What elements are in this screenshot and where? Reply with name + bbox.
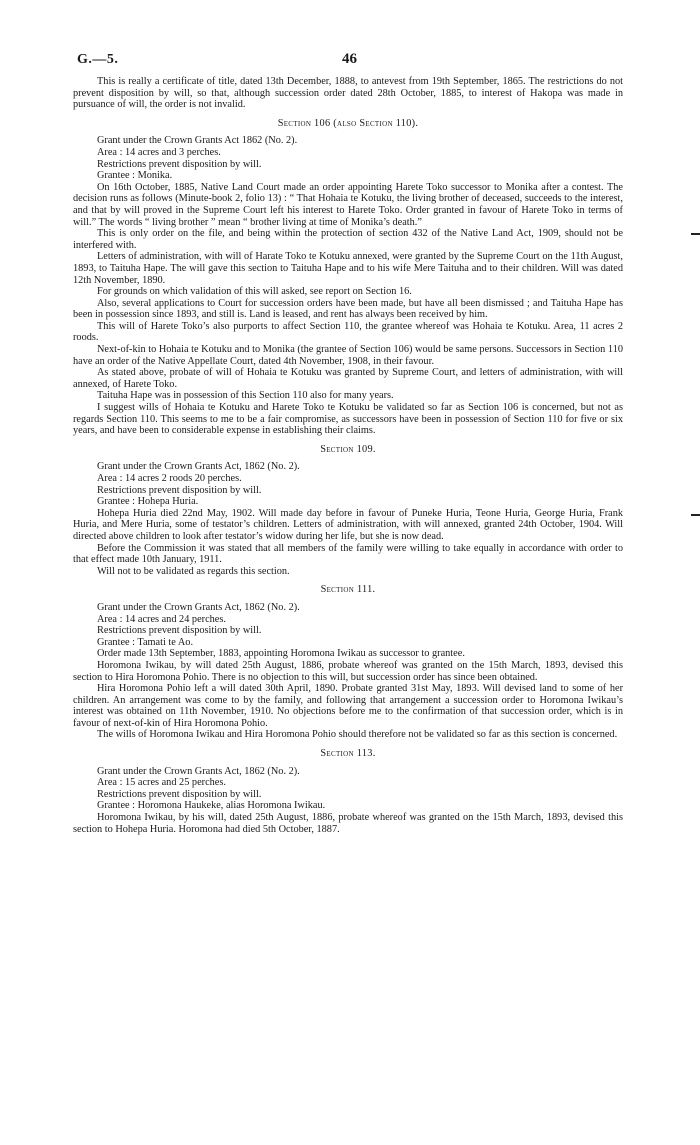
paragraph: This is really a certificate of title, dated 13th December, 1888, to antevest from 19th September, 1865. The restrictions do not prevent disposition by will, so that, although succession order dated 28th October, 1885, to interest of Hakopa was made in pursuance of will, the order is not invalid. <box>73 76 623 111</box>
paragraph: Taituha Hape was in possession of this Section 110 also for many years. <box>97 390 394 402</box>
particulars-line: Grant under the Crown Grants Act, 1862 (No. 2). <box>97 461 300 473</box>
paragraph: Will not to be validated as regards this section. <box>97 565 290 577</box>
paragraph: Next-of-kin to Hohaia te Kotuku and to Monika (the grantee of Section 106) would be same persons. Successors in Section 110 have an order of the Native Appellate Court, dated 4th November, 1908, in their favour. <box>73 344 623 367</box>
paragraph: Letters of administration, with will of Harate Toko te Kotuku annexed, were granted by the Supreme Court on the 11th August, 1893, to Taituha Hape. The will gave this section to Taituha Hape and to his wife Mere Taituha and to their children. Will was dated 12th November, 1890. <box>73 251 623 286</box>
paragraph: Hohepa Huria died 22nd May, 1902. Will made day before in favour of Puneke Huria, Teone Huria, George Huria, Frank Huria, and Mere Huria, some of testator’s children. Letters of administration, with will annexed, granted 24th October, 1904. Will directed above children to look after testator’s widow during her life, but she is now dead. <box>73 507 623 542</box>
page-number: 46 <box>342 51 357 67</box>
paragraph: The wills of Horomona Iwikau and Hira Horomona Pohio should therefore not be validated so far as this section is concerned. <box>97 729 618 741</box>
particulars-line: Grantee : Horomona Haukeke, alias Horomona Iwikau. <box>97 800 326 812</box>
section-heading: Section 109. <box>320 443 376 455</box>
section-heading: Section 113. <box>320 748 376 760</box>
paragraph: On 16th October, 1885, Native Land Court made an order appointing Harete Toko successor to Monika after a contest. The decision runs as follows (Minute-book 2, folio 13) : “ That Hohaia te Kotuku, the living brother of deceased, succeeds to the interest, and that by will proved in the Supreme Court left his interest to Harete Toko. Order granted in favour of Harete Toko in terms of will.” The words “ living brother ” mean “ brother living at time of Monika’s death.” <box>73 181 623 228</box>
paragraph: This will of Harete Toko’s also purports to affect Section 110, the grantee whereof was Hohaia te Kotuku. Area, 11 acres 2 roods. <box>73 320 623 344</box>
particulars-line: Restrictions prevent disposition by will. <box>97 158 262 170</box>
particulars-line: Restrictions prevent disposition by will. <box>97 788 262 800</box>
document-reference: G.—5. <box>77 52 119 67</box>
section-heading: Section 111. <box>320 584 376 596</box>
particulars-line: Area : 14 acres and 3 perches. <box>97 146 221 158</box>
paragraph: For grounds on which validation of this will asked, see report on Section 16. <box>97 286 412 298</box>
paragraph: This is only order on the file, and being within the protection of section 432 of the Native Land Act, 1909, should not be interfered with. <box>73 228 623 251</box>
particulars-line: Grantee : Tamati te Ao. <box>97 636 194 648</box>
particulars-line: Grant under the Crown Grants Act, 1862 (No. 2). <box>97 601 300 613</box>
particulars-line: Grantee : Hohepa Huria. <box>97 496 199 508</box>
particulars-line: Grantee : Monika. <box>97 170 173 182</box>
paragraph: Hira Horomona Pohio left a will dated 30th April, 1890. Probate granted 31st May, 1893. Will devised land to some of her children. An arrangement was come to by the family, and following that arrangement a succession order to Horomona Iwikau’s interest was obtained on 11th November, 1910. No objections before me to the confirmation of that succession order, which is in favour of next-of-kin of Hira Horomona Pohio. <box>73 683 623 729</box>
margin-mark <box>691 233 700 235</box>
paragraph: Horomona Iwikau, by his will, dated 25th August, 1886, probate whereof was granted on the 15th March, 1893, devised this section to Hohepa Huria. Horomona had died 5th October, 1887. <box>73 812 623 835</box>
particulars-line: Area : 14 acres and 24 perches. <box>97 613 226 625</box>
particulars-line: Restrictions prevent disposition by will. <box>97 484 262 496</box>
particulars-line: Grant under the Crown Grants Act 1862 (No. 2). <box>97 135 298 147</box>
particulars-line: Restrictions prevent disposition by will. <box>97 625 262 637</box>
paragraph: I suggest wills of Hohaia te Kotuku and Harete Toko te Kotuku be validated so far as Section 106 is concerned, but not as regards Section 110. This seems to me to be a fair compromise, as successors have been in possession of Section 110 for five or six years, and have been to considerable expense in establishing their claims. <box>73 402 623 437</box>
paragraph: Also, several applications to Court for succession orders have been made, but have all been dismissed ; and Taituha Hape has been in possession since 1893, and still is. Land is leased, and rent has always been received by him. <box>73 297 623 321</box>
paragraph: Order made 13th September, 1883, appointing Horomona Iwikau as successor to grantee. <box>97 648 465 660</box>
paragraph: Before the Commission it was stated that all members of the family were willing to take equally in accordance with order to that effect made 10th January, 1911. <box>73 542 623 566</box>
particulars-line: Area : 15 acres and 25 perches. <box>97 777 226 789</box>
margin-mark <box>691 514 700 516</box>
section-heading: Section 106 (also Section 110). <box>277 117 419 129</box>
paragraph: As stated above, probate of will of Hohaia te Kotuku was granted by Supreme Court, and letters of administration, with will annexed, of Harete Toko. <box>73 367 623 390</box>
paragraph: Horomona Iwikau, by will dated 25th August, 1886, probate whereof was granted on the 15th March, 1893, devised this section to Hira Horomona Pohio. There is no objection to this will, but succession order has since been obtained. <box>73 659 623 683</box>
particulars-line: Grant under the Crown Grants Act, 1862 (No. 2). <box>97 765 300 777</box>
document-body <box>73 76 623 835</box>
particulars-line: Area : 14 acres 2 roods 20 perches. <box>97 473 242 484</box>
